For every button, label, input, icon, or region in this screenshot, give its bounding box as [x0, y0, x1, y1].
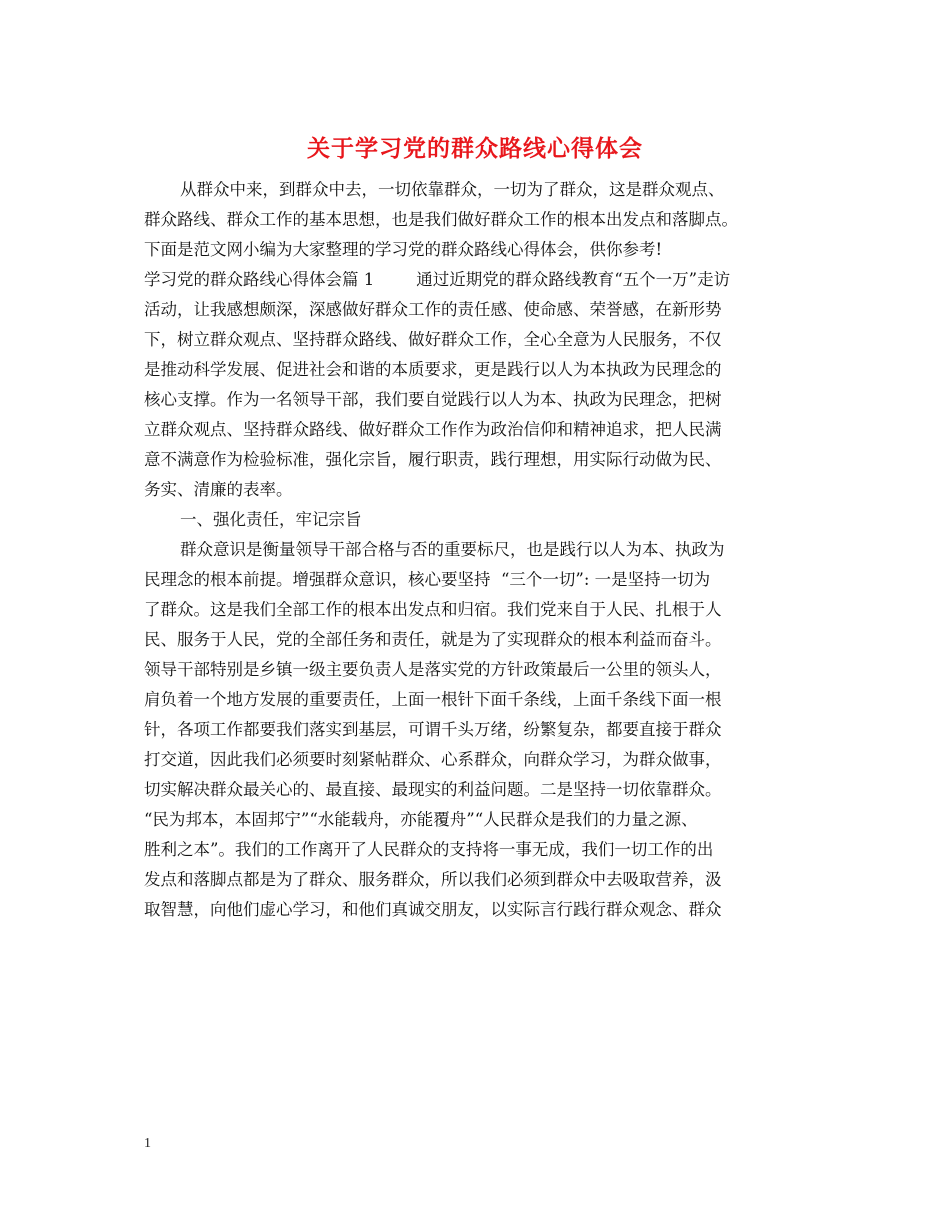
text-line: “民为邦本，本固邦宁”“水能载舟，亦能覆舟”“人民群众是我们的力量之源、: [144, 810, 698, 829]
text-line: 取智慧，向他们虚心学习，和他们真诚交朋友，以实际言行践行群众观念、群众: [144, 900, 722, 919]
section-heading: 一、强化责任，牢记宗旨: [180, 510, 362, 529]
text-line: 立群众观点、坚持群众路线、做好群众工作作为政治信仰和精神追求，把人民满: [144, 420, 722, 439]
text-line: 胜利之本”。我们的工作离开了人民群众的支持将一事无成，我们一切工作的出: [144, 840, 714, 859]
text-line: 群众意识是衡量领导干部合格与否的重要标尺，也是践行以人为本、执政为: [180, 540, 725, 559]
text-line: 核心支撑。作为一名领导干部，我们要自觉践行以人为本、执政为民理念，把树: [144, 390, 722, 409]
page-number: 1: [144, 1136, 151, 1151]
text-line: 活动，让我感想颇深，深感做好群众工作的责任感、使命感、荣誉感，在新形势: [144, 300, 722, 319]
text-line: 下面是范文网小编为大家整理的学习党的群众路线心得体会，供你参考!: [144, 240, 663, 259]
document-body: [144, 175, 824, 925]
text-line: 领导干部特别是乡镇一级主要负责人是落实党的方针政策最后一公里的领头人，: [144, 660, 722, 679]
text-line: 从群众中来，到群众中去，一切依靠群众，一切为了群众，这是群众观点、: [180, 180, 725, 199]
text-line: 务实、清廉的表率。: [144, 480, 293, 499]
text-line: 了群众。这是我们全部工作的根本出发点和归宿。我们党来自于人民、扎根于人: [144, 600, 722, 619]
text-line: 民、服务于人民，党的全部任务和责任，就是为了实现群众的根本利益而奋斗。: [144, 630, 722, 649]
text-line: 切实解决群众最关心的、最直接、最现实的利益问题。二是坚持一切依靠群众。: [144, 780, 722, 799]
text-line: 针，各项工作都要我们落实到基层，可谓千头万绪，纷繁复杂，都要直接于群众: [144, 720, 722, 739]
text-line: 意不满意作为检验标准，强化宗旨，履行职责，践行理想，用实际行动做为民、: [144, 450, 722, 469]
text-line: 民理念的根本前提。增强群众意识，核心要坚持 “三个一切”: 一是坚持一切为: [144, 570, 711, 589]
text-line: 下，树立群众观点、坚持群众路线、做好群众工作，全心全意为人民服务，不仅: [144, 330, 722, 349]
text-line: 发点和落脚点都是为了群众、服务群众，所以我们必须到群众中去吸取营养，汲: [144, 870, 722, 889]
text-line: 群众路线、群众工作的基本思想，也是我们做好群众工作的根本出发点和落脚点。: [144, 210, 738, 229]
text-line: 打交道，因此我们必须要时刻紧帖群众、心系群众，向群众学习，为群众做事，: [144, 750, 722, 769]
text-line: 肩负着一个地方发展的重要责任，上面一根针下面千条线，上面千条线下面一根: [144, 690, 722, 709]
document-title: 关于学习党的群众路线心得体会: [307, 135, 643, 162]
text-line: 是推动科学发展、促进社会和谐的本质要求，更是践行以人为本执政为民理念的: [144, 360, 722, 379]
text-line: 学习党的群众路线心得体会篇 1 通过近期党的群众路线教育“五个一万”走访: [144, 270, 731, 289]
